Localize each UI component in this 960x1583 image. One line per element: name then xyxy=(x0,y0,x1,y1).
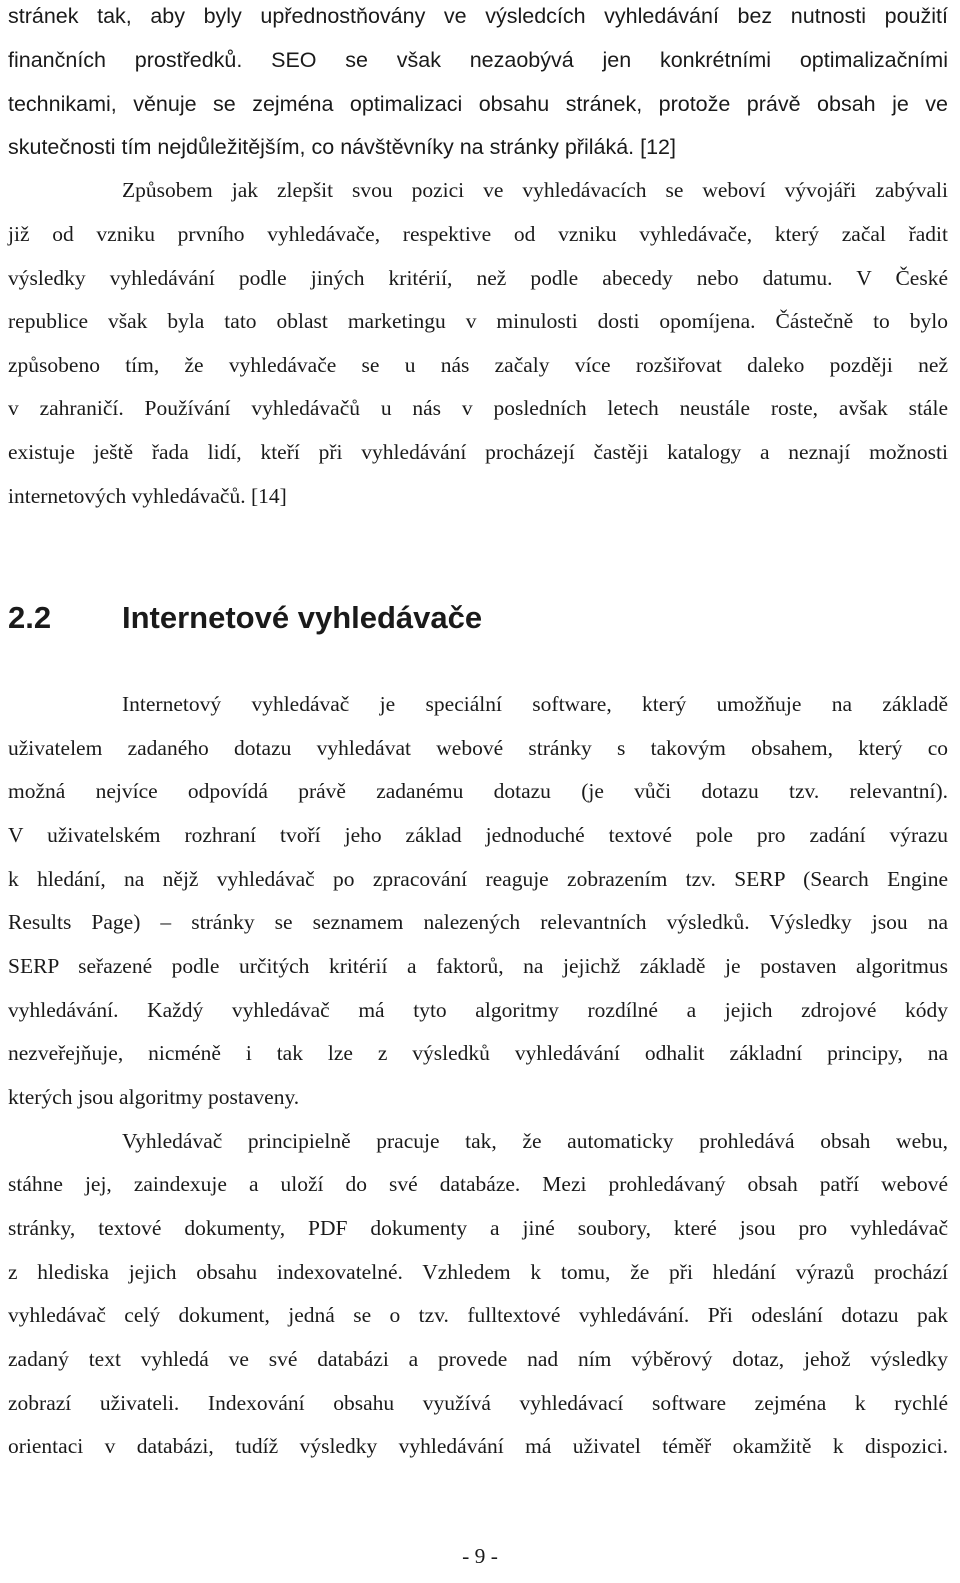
section-title: Internetové vyhledávače xyxy=(122,600,483,635)
page-number: - 9 - xyxy=(462,1544,498,1568)
paragraph-seo-line: finančních prostředků. SEO se však nezaobývá jen konkrétními optimalizačními xyxy=(8,48,948,72)
paragraph-definition-line: nezveřejňuje, nicméně i tak lze z výsledků vyhledávání odhalit základní principy, na xyxy=(8,1041,948,1065)
paragraph-principle-line: Vyhledávač principielně pracuje tak, že automaticky prohledává obsah webu, xyxy=(122,1129,948,1153)
paragraph-principle-line: z hlediska jejich obsahu indexovatelné. Vzhledem k tomu, že při hledání výrazů prochází xyxy=(8,1260,948,1284)
paragraph-principle-line: zadaný text vyhledá ve své databázi a provede nad ním výběrový dotaz, jehož výsledky xyxy=(8,1347,948,1371)
paragraph-history-line: internetových vyhledávačů. [14] xyxy=(8,484,287,508)
paragraph-seo-line: stránek tak, aby byly upřednostňovány ve výsledcích vyhledávání bez nutnosti použití xyxy=(8,4,948,28)
paragraph-history-line: způsobeno tím, že vyhledávače se u nás začaly více rozšiřovat daleko později než xyxy=(8,353,948,377)
paragraph-definition-line: vyhledávání. Každý vyhledávač má tyto algoritmy rozdílné a jejich zdrojové kódy xyxy=(8,998,948,1022)
paragraph-definition-line: kterých jsou algoritmy postaveny. xyxy=(8,1085,300,1109)
paragraph-principle-line: zobrazí uživateli. Indexování obsahu využívá vyhledávací software zejména k rychlé xyxy=(8,1391,948,1415)
paragraph-principle-line: vyhledávač celý dokument, jedná se o tzv. fulltextové vyhledávání. Při odeslání dotazu pak xyxy=(8,1303,948,1327)
paragraph-history-line: republice však byla tato oblast marketingu v minulosti dosti opomíjena. Částečně to bylo xyxy=(8,309,948,333)
paragraph-seo-line: technikami, věnuje se zejména optimalizaci obsahu stránek, protože právě obsah je ve xyxy=(8,92,948,116)
paragraph-definition-line: Results Page) – stránky se seznamem nalezených relevantních výsledků. Výsledky jsou na xyxy=(8,910,948,934)
paragraph-history-line: Způsobem jak zlepšit svou pozici ve vyhledávacích se weboví vývojáři zabývali xyxy=(122,178,948,202)
section-number: 2.2 xyxy=(8,600,52,635)
section-heading xyxy=(8,598,482,638)
paragraph-principle-line: orientaci v databázi, tudíž výsledky vyhledávání má uživatel téměř okamžitě k dispozici. xyxy=(8,1434,948,1458)
paragraph-principle-line: stránky, textové dokumenty, PDF dokumenty a jiné soubory, které jsou pro vyhledávač xyxy=(8,1216,948,1240)
paragraph-definition-line: možná nejvíce odpovídá právě zadanému dotazu (je vůči dotazu tzv. relevantní). xyxy=(8,779,948,803)
paragraph-definition-line: V uživatelském rozhraní tvoří jeho základ jednoduché textové pole pro zadání výrazu xyxy=(8,823,948,847)
paragraph-history-line: výsledky vyhledávání podle jiných kritérií, než podle abecedy nebo datumu. V České xyxy=(8,266,948,290)
paragraph-seo-line: skutečnosti tím nejdůležitějším, co návštěvníky na stránky přiláká. [12] xyxy=(8,135,676,159)
paragraph-definition-line: SERP seřazené podle určitých kritérií a faktorů, na jejichž základě je postaven algoritmus xyxy=(8,954,948,978)
paragraph-definition-line: Internetový vyhledávač je speciální software, který umožňuje na základě xyxy=(122,692,948,716)
paragraph-history-line: v zahraničí. Používání vyhledávačů u nás v posledních letech neustále roste, avšak stále xyxy=(8,396,948,420)
paragraph-history-line: existuje ještě řada lidí, kteří při vyhledávání procházejí častěji katalogy a neznají možnosti xyxy=(8,440,948,464)
paragraph-definition-line: k hledání, na nějž vyhledávač po zpracování reaguje zobrazením tzv. SERP (Search Engine xyxy=(8,867,948,891)
paragraph-history-line: již od vzniku prvního vyhledávače, respektive od vzniku vyhledávače, který začal řadit xyxy=(8,222,948,246)
paragraph-principle-line: stáhne jej, zaindexuje a uloží do své databáze. Mezi prohledávaný obsah patří webové xyxy=(8,1172,948,1196)
paragraph-definition-line: uživatelem zadaného dotazu vyhledávat webové stránky s takovým obsahem, který co xyxy=(8,736,948,760)
